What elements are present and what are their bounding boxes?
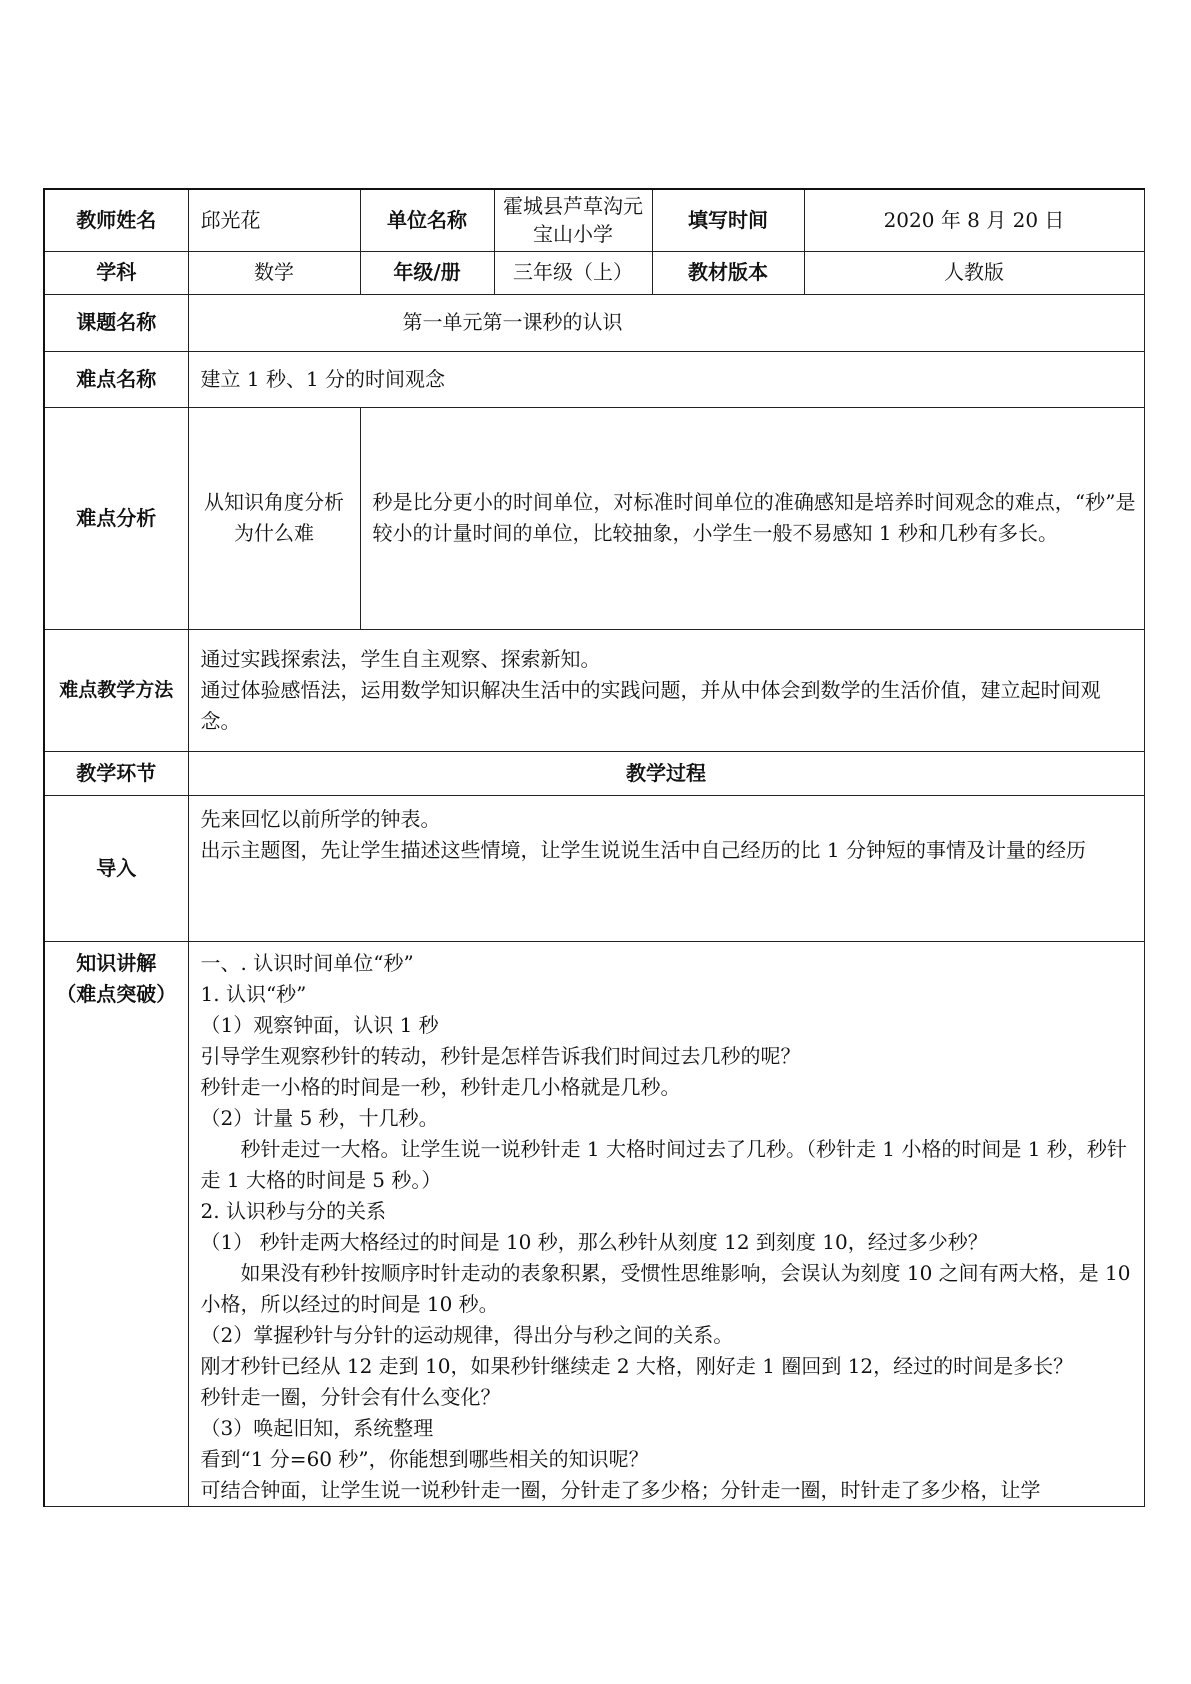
edition-value: 人教版 — [804, 251, 1144, 294]
knowledge-line: （1） 秒针走两大格经过的时间是 10 秒，那么秒针从刻度 12 到刻度 10，经过多少秒？ — [200, 1229, 988, 1254]
knowledge-line: 秒针走过一大格。让学生说一说秒针走 1 大格时间过去了几秒。（秒针走 1 小格的时间是 1 秒，秒针走 1 大格的时间是 5 秒。） — [200, 1136, 1127, 1192]
fill-time-label: 填写时间 — [652, 189, 804, 251]
method-line2: 通过体验感悟法，运用数学知识解决生活中的实践问题，并从中体会到数学的生活价值，建立起时间观念。 — [200, 677, 1101, 733]
grade-value: 三年级（上） — [494, 251, 652, 294]
lesson-title-value: 第一单元第一课秒的认识 — [188, 294, 1144, 351]
row-method — [44, 629, 1144, 751]
unit-name-value — [494, 189, 652, 251]
row-difficulty — [44, 351, 1144, 407]
subject-value: 数学 — [188, 251, 360, 294]
analysis-sub-line1: 从知识角度分析 — [204, 490, 344, 514]
knowledge-line: （2）掌握秒针与分针的运动规律，得出分与秒之间的关系。 — [200, 1322, 734, 1347]
knowledge-line: 如果没有秒针按顺序时针走动的表象积累，受惯性思维影响，会误认为刻度 10 之间有两大格，是 10 小格，所以经过的时间是 10 秒。 — [200, 1260, 1131, 1316]
knowledge-line: 2. 认识秒与分的关系 — [200, 1198, 386, 1223]
row-knowledge — [44, 941, 1144, 1506]
row-process-header — [44, 751, 1144, 795]
knowledge-label-line1: 知识讲解 — [76, 950, 157, 975]
knowledge-label — [44, 941, 188, 1506]
unit-name-label: 单位名称 — [360, 189, 494, 251]
knowledge-line: 引导学生观察秒针的转动，秒针是怎样告诉我们时间过去几秒的呢？ — [200, 1043, 801, 1068]
knowledge-line: 1. 认识“秒” — [200, 981, 307, 1006]
knowledge-value — [188, 941, 1144, 1506]
fill-time-value: 2020 年 8 月 20 日 — [804, 189, 1144, 251]
stage-header: 教学环节 — [44, 751, 188, 795]
method-label: 难点教学方法 — [44, 629, 188, 751]
intro-value — [188, 795, 1144, 941]
lesson-plan-table — [43, 188, 1145, 1507]
intro-line2: 出示主题图，先让学生描述这些情境，让学生说说生活中自己经历的比 1 分钟短的事情及计量的经历 — [200, 837, 1086, 862]
row-lesson-title — [44, 294, 1144, 351]
edition-label: 教材版本 — [652, 251, 804, 294]
knowledge-line: （2）计量 5 秒，十几秒。 — [200, 1105, 439, 1130]
intro-label: 导入 — [44, 795, 188, 941]
knowledge-label-line2: （难点突破） — [56, 981, 177, 1006]
subject-label: 学科 — [44, 251, 188, 294]
difficulty-value: 建立 1 秒、1 分的时间观念 — [188, 351, 1144, 407]
row-subject-info — [44, 251, 1144, 294]
method-value — [188, 629, 1144, 751]
row-intro — [44, 795, 1144, 941]
unit-name-line1: 霍城县芦草沟元 — [503, 194, 643, 219]
knowledge-line: 看到“1 分=60 秒”，你能想到哪些相关的知识呢？ — [200, 1446, 649, 1471]
knowledge-line: 秒针走一圈，分针会有什么变化？ — [200, 1384, 501, 1409]
lesson-title-label: 课题名称 — [44, 294, 188, 351]
analysis-sub-line2: 为什么难 — [234, 521, 314, 545]
analysis-sub-label — [188, 407, 360, 629]
knowledge-line: 一、. 认识时间单位“秒” — [200, 950, 414, 975]
process-header: 教学过程 — [188, 751, 1144, 795]
difficulty-label: 难点名称 — [44, 351, 188, 407]
knowledge-line: 刚才秒针已经从 12 走到 10，如果秒针继续走 2 大格，刚好走 1 圈回到 12，经过的时间是多长？ — [200, 1353, 1074, 1378]
grade-label: 年级/册 — [360, 251, 494, 294]
knowledge-line: （3）唤起旧知，系统整理 — [200, 1415, 434, 1440]
teacher-name-value: 邱光花 — [188, 189, 360, 251]
knowledge-line: （1）观察钟面，认识 1 秒 — [200, 1012, 439, 1037]
knowledge-line: 秒针走一小格的时间是一秒，秒针走几小格就是几秒。 — [200, 1074, 681, 1099]
teacher-name-label: 教师姓名 — [44, 189, 188, 251]
intro-line1: 先来回忆以前所学的钟表。 — [200, 806, 441, 831]
row-analysis — [44, 407, 1144, 629]
method-line1: 通过实践探索法，学生自主观察、探索新知。 — [200, 646, 601, 671]
analysis-value: 秒是比分更小的时间单位，对标准时间单位的准确感知是培养时间观念的难点，“秒”是较小的计量时间的单位，比较抽象，小学生一般不易感知 1 秒和几秒有多长。 — [360, 407, 1144, 629]
analysis-label: 难点分析 — [44, 407, 188, 629]
row-teacher-info — [44, 189, 1144, 251]
unit-name-line2: 宝山小学 — [533, 222, 613, 247]
knowledge-line: 可结合钟面，让学生说一说秒针走一圈，分针走了多少格；分针走一圈，时针走了多少格，让学 — [200, 1477, 1041, 1502]
